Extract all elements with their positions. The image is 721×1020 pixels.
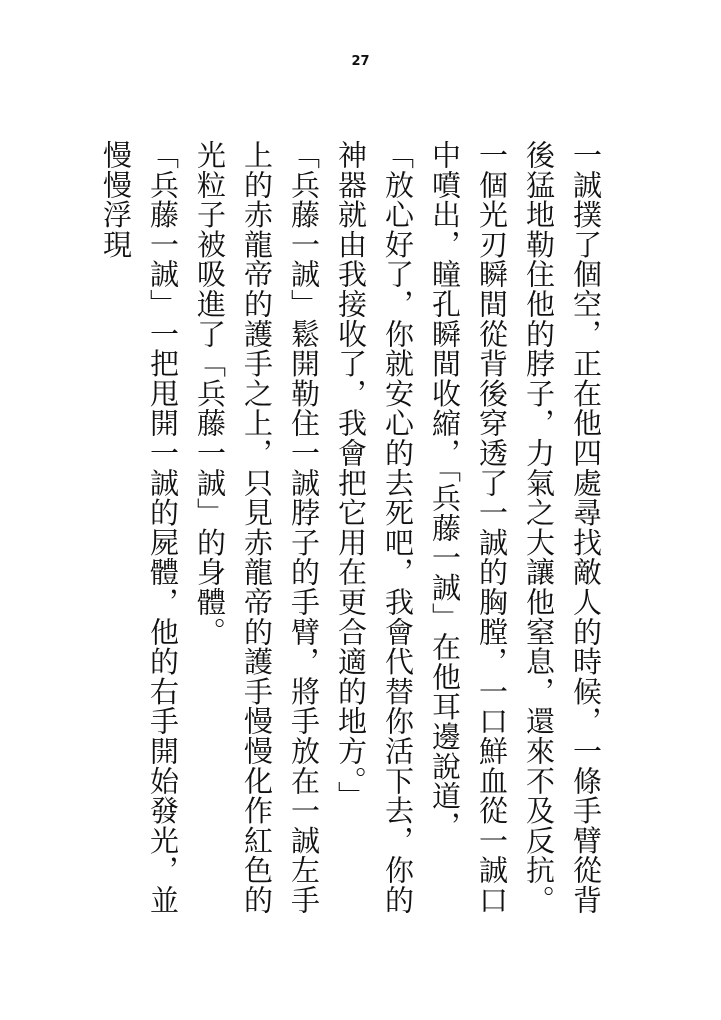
paragraph-4: 「兵藤一誠」鬆開勒住一誠脖子的手臂，將手放在一誠左手上的赤龍帝的護手之上，只見赤龍帝的護手慢慢化作紅色的光粒子被吸進了「兵藤一誠」的身體。 [193,140,321,915]
paragraph-2: 一個光刃瞬間從背後穿透了一誠的胸膛，一口鮮血從一誠口中噴出，瞳孔瞬間收縮，「兵藤一誠」在他耳邊說道， [428,140,509,915]
paragraph-5: 「兵藤一誠」一把甩開一誠的屍體，他的右手開始發光，並慢慢浮現 [99,140,180,915]
page-number: 27 [351,54,370,69]
paragraph-3: 「放心好了，你就安心的去死吧，我會代替你活下去，你的神器就由我接收了，我會把它用在更合適的地方。」 [334,140,415,915]
paragraph-1: 一誠撲了個空，正在他四處尋找敵人的時候，一條手臂從背後猛地勒住他的脖子，力氣之大讓他窒息，還來不及反抗。 [522,140,603,915]
body-text [92,140,609,940]
